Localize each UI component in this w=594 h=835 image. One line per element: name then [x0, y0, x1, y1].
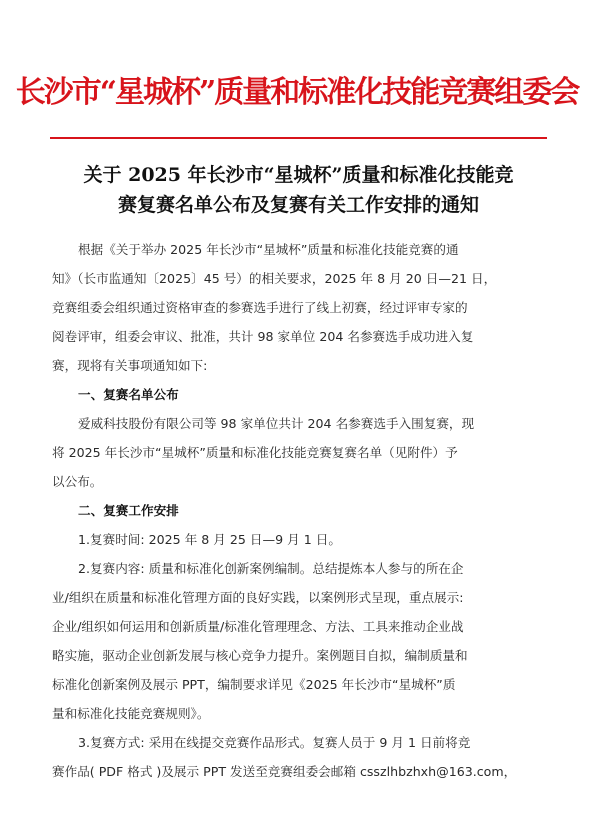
item-3-line: 赛作品( PDF 格式 )及展示 PPT 发送至竞赛组委会邮箱 csszlhbzhxh@163.com， — [52, 764, 517, 779]
section-1-line: 以公布。 — [52, 474, 103, 489]
section-1-heading: 一、复赛名单公布 — [78, 387, 179, 402]
notice-title-line-2: 赛复赛名单公布及复赛有关工作安排的通知 — [117, 194, 479, 216]
section-1-line: 将 2025 年长沙市“星城杯”质量和标准化技能竞赛复赛名单（见附件）予 — [52, 445, 458, 460]
organization-header: 长沙市“星城杯”质量和标准化技能竞赛组委会 — [15, 75, 579, 110]
item-2-line: 略实施，驱动企业创新发展与核心竞争力提升。案例题目自拟，编制质量和 — [52, 648, 468, 663]
item-2-line: 业/组织在质量和标准化管理方面的良好实践，以案例形式呈现，重点展示: — [52, 590, 464, 605]
item-2-line: 企业/组织如何运用和创新质量/标准化管理理念、方法、工具来推动企业战 — [52, 619, 464, 634]
notice-title-line-1: 关于 2025 年长沙市“星城杯”质量和标准化技能竞 — [83, 164, 514, 186]
intro-line: 阅卷评审，组委会审议、批准，共计 98 家单位 204 名参赛选手成功进入复 — [52, 329, 474, 344]
item-1-time: 1.复赛时间: 2025 年 8 月 25 日—9 月 1 日。 — [78, 532, 341, 547]
intro-line: 根据《关于举办 2025 年长沙市“星城杯”质量和标准化技能竞赛的通 — [78, 242, 459, 257]
intro-line: 竞赛组委会组织通过资格审查的参赛选手进行了线上初赛，经过评审专家的 — [52, 300, 468, 315]
notice-body — [52, 235, 546, 786]
item-2-line: 量和标准化技能竞赛规则》。 — [52, 706, 210, 721]
item-3-line: 3.复赛方式: 采用在线提交竞赛作品形式。复赛人员于 9 月 1 日前将竞 — [78, 735, 471, 750]
section-1-line: 爱威科技股份有限公司等 98 家单位共计 204 名参赛选手入围复赛，现 — [78, 416, 475, 431]
header-red-rule — [50, 137, 547, 139]
item-2-line: 标准化创新案例及展示 PPT，编制要求详见《2025 年长沙市“星城杯”质 — [52, 677, 456, 692]
item-2-line: 2.复赛内容: 质量和标准化创新案例编制。总结提炼本人参与的所在企 — [78, 561, 464, 576]
intro-line: 赛，现将有关事项通知如下: — [52, 358, 208, 373]
notice-title — [50, 160, 547, 220]
section-2-heading: 二、复赛工作安排 — [78, 503, 179, 518]
intro-line: 知》（长市监通知〔2025〕45 号）的相关要求，2025 年 8 月 20 日—21 日， — [52, 271, 497, 286]
